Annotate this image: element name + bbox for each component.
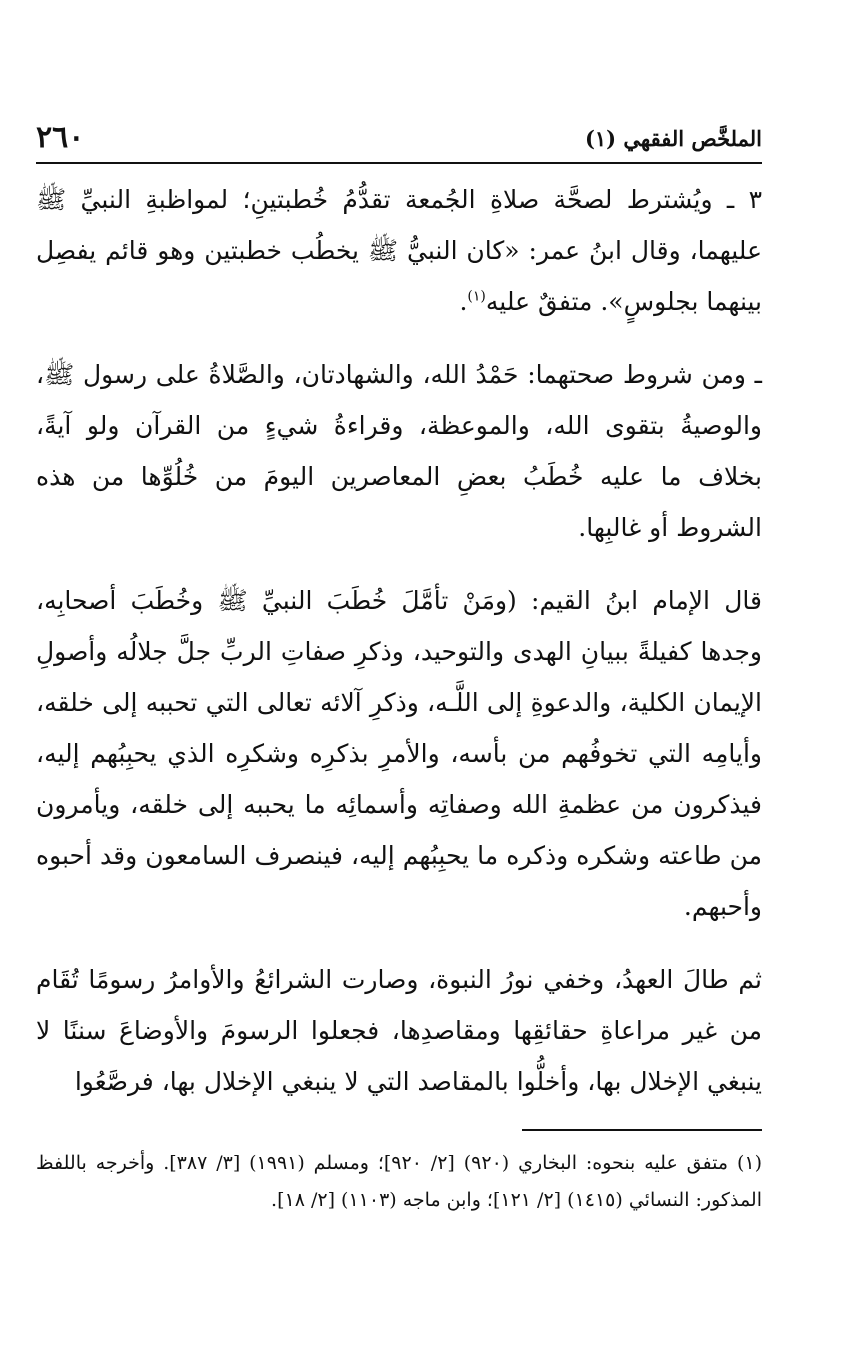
body-text xyxy=(36,174,762,1107)
paragraph-friday-sermon-condition xyxy=(36,174,762,327)
paragraph-ibn-alqayyim-quote: قال الإمام ابنُ القيم: (ومَنْ تأمَّلَ خُطَبَ النبيِّ ﷺ وخُطَبَ أصحابِه، وجدها كفيلةً ببيانِ الهدى والتوحيد، وذكرِ صفاتِ الربِّ جلَّ جلالُه وأصولِ الإيمان الكلية، والدعوةِ إلى اللَّـه، وذكرِ آلائه تعالى التي تحببه إلى خلقه، وأيامِه التي تخوفُهم من بأسه، والأمرِ بذكرِه وشكرِه الذي يحبِبُهم إليه، فيذكرون من عظمةِ الله وصفاتِه وأسمائِه ما يحببه إلى خلقه، ويأمرون من طاعته وشكره وذكره ما يحبِبُهم إليه، فينصرف السامعون وقد أحبوه وأحبهم. xyxy=(36,586,762,921)
footnote-reference: (١) xyxy=(467,288,486,305)
footnotes-section xyxy=(36,1145,762,1219)
page-header xyxy=(36,118,762,164)
page-number: ٢٦٠ xyxy=(36,120,85,155)
paragraph-continuation: ثم طالَ العهدُ، وخفي نورُ النبوة، وصارت الشرائعُ والأوامرُ رسومًا تُقَام من غير مراعاةِ حقائقِها ومقاصدِها، فجعلوا الرسومَ والأوضاعَ سننًا لا ينبغي الإخلال بها، وأخلُّوا بالمقاصد التي لا ينبغي الإخلال بها، فرصَّعُوا xyxy=(36,965,762,1096)
paragraph-sermon-validity-conditions: ـ ومن شروط صحتهما: حَمْدُ الله، والشهادتان، والصَّلاةُ على رسول ﷺ، والوصيةُ بتقوى الله، والموعظة، وقراءةُ شيءٍ من القرآن ولو آيةً، بخلاف ما عليه خُطَبُ بعضِ المعاصرين اليومَ من خُلُوِّها من هذه الشروط أو غالبِها. xyxy=(36,360,762,542)
running-title: الملخَّص الفقهي (١) xyxy=(584,126,762,151)
paragraph-text: ٣ ـ ويُشترط لصحَّة صلاةِ الجُمعة تقدُّمُ خُطبتينِ؛ لمواظبةِ النبيِّ ﷺ عليهما، وقال ابنُ عمر: «كان النبيُّ ﷺ يخطُب خطبتين وهو قائم يفصِل بينهما بجلوسٍ». متفقٌ عليه xyxy=(36,185,762,316)
paragraph-text-end: . xyxy=(459,287,468,316)
document-page xyxy=(36,118,762,1219)
footnote-separator xyxy=(522,1129,762,1131)
footnote-1: (١) متفق عليه بنحوه: البخاري (٩٢٠) [٢/ ٩٢٠]؛ ومسلم (١٩٩١) [٣/ ٣٨٧]. وأخرجه باللفظ المذكور: النسائي (١٤١٥) [٢/ ١٢١]؛ وابن ماجه (١١٠٣) [٢/ ١٨]. xyxy=(36,1152,762,1211)
